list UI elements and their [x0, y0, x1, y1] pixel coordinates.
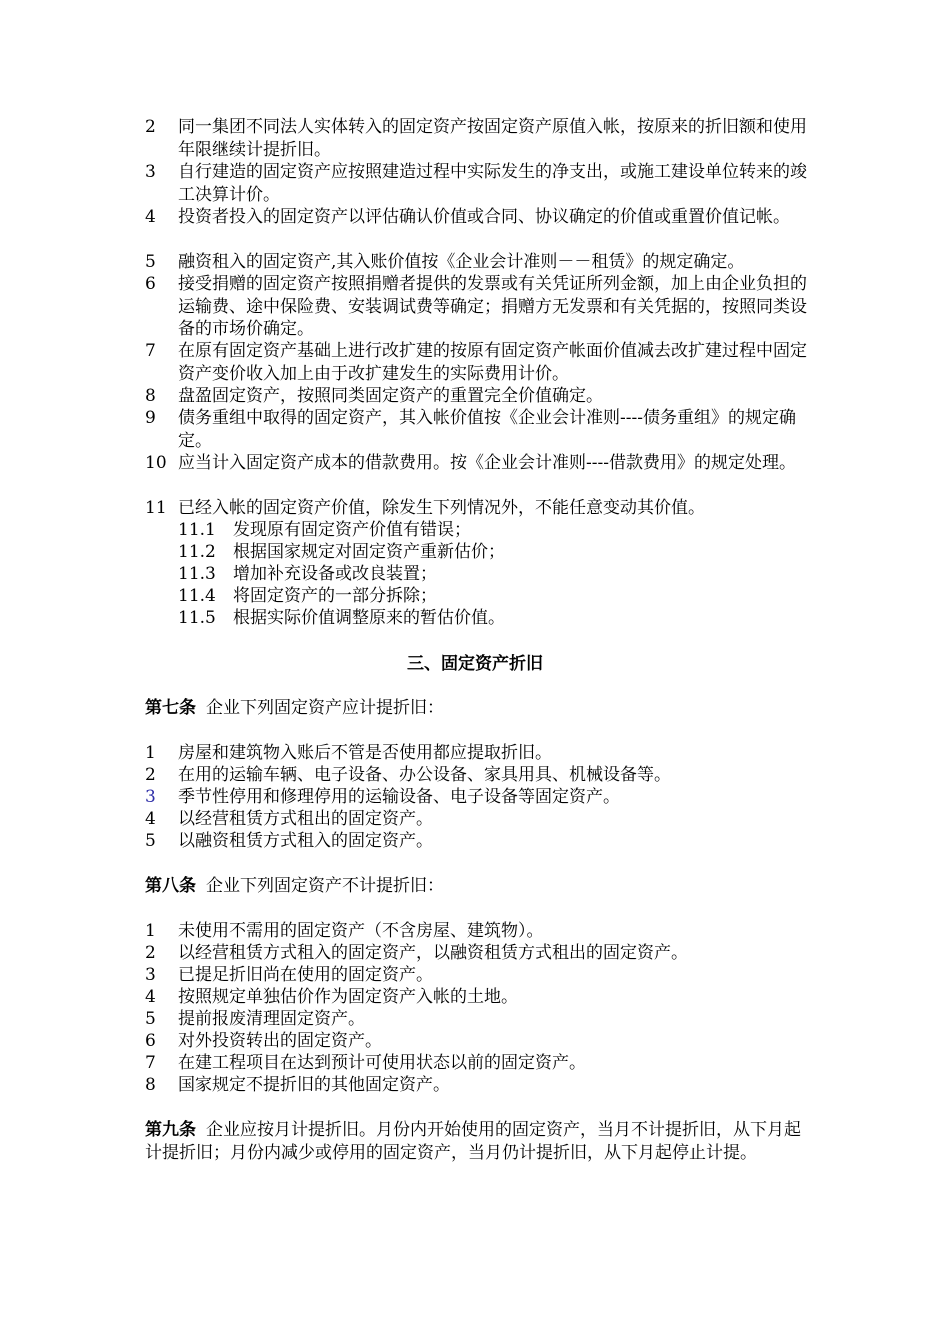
list-number: 7 — [145, 341, 156, 361]
list-text: 以经营租赁方式租入的固定资产，以融资租赁方式租出的固定资产。 — [178, 943, 688, 963]
list-text: 已提足折旧尚在使用的固定资产。 — [178, 965, 433, 985]
list-number: 5 — [145, 1009, 156, 1029]
sub-list-text: 根据实际价值调整原来的暂估价值。 — [233, 608, 505, 628]
sub-list-item — [178, 541, 505, 564]
list-text: 投资者投入的固定资产以评估确认价值或合同、协议确定的价值或重置价值记帐。 — [178, 207, 790, 227]
list-item — [145, 161, 815, 206]
list-text: 自行建造的固定资产应按照建造过程中实际发生的净支出，或施工建设单位转来的竣工决算计价。 — [178, 162, 807, 205]
sub-list-text: 根据国家规定对固定资产重新估价； — [233, 542, 505, 562]
list-item — [145, 497, 815, 520]
list-text: 在建工程项目在达到预计可使用状态以前的固定资产。 — [178, 1053, 586, 1073]
list-text: 房屋和建筑物入账后不管是否使用都应提取折旧。 — [178, 743, 552, 763]
list-item — [145, 986, 815, 1009]
sub-list-item — [178, 519, 471, 542]
sub-list-item — [178, 585, 437, 608]
article-label: 第七条 — [145, 698, 196, 718]
article-8 — [145, 875, 805, 898]
list-number: 4 — [145, 207, 156, 227]
list-number: 2 — [145, 765, 156, 785]
list-text: 按照规定单独估价作为固定资产入帐的土地。 — [178, 987, 518, 1007]
list-text: 接受捐赠的固定资产按照捐赠者提供的发票或有关凭证所列金额，加上由企业负担的运输费、途中保险费、安装调试费等确定；捐赠方无发票和有关凭据的，按照同类设备的市场价确定。 — [178, 274, 807, 339]
article-text: 企业应按月计提折旧。月份内开始使用的固定资产，当月不计提折旧，从下月起计提折旧；月份内减少或停用的固定资产，当月仍计提折旧，从下月起停止计提。 — [145, 1120, 801, 1163]
list-number: 5 — [145, 252, 156, 272]
list-number: 11 — [145, 498, 167, 518]
list-text: 在用的运输车辆、电子设备、办公设备、家具用具、机械设备等。 — [178, 765, 671, 785]
list-text: 以经营租赁方式租出的固定资产。 — [178, 809, 433, 829]
list-number: 1 — [145, 921, 156, 941]
list-item — [145, 942, 815, 965]
list-text: 未使用不需用的固定资产（不含房屋、建筑物）。 — [178, 921, 544, 941]
list-number: 5 — [145, 831, 156, 851]
article-label: 第九条 — [145, 1120, 196, 1140]
list-number: 4 — [145, 809, 156, 829]
list-item — [145, 407, 815, 452]
list-number: 10 — [145, 453, 167, 473]
sub-list-number: 11.2 — [178, 542, 216, 562]
list-text: 对外投资转出的固定资产。 — [178, 1031, 382, 1051]
sub-list-number: 11.5 — [178, 608, 216, 628]
sub-list-item — [178, 563, 437, 586]
list-item — [145, 742, 815, 765]
list-text: 在原有固定资产基础上进行改扩建的按原有固定资产帐面价值减去改扩建过程中固定资产变价收入加上由于改扩建发生的实际费用计价。 — [178, 341, 807, 384]
list-item — [145, 764, 815, 787]
list-number: 1 — [145, 743, 156, 763]
list-text: 已经入帐的固定资产价值，除发生下列情况外，不能任意变动其价值。 — [178, 498, 705, 518]
list-text: 以融资租赁方式租入的固定资产。 — [178, 831, 433, 851]
list-item — [145, 116, 815, 161]
list-item — [145, 1052, 815, 1075]
sub-list-number: 11.3 — [178, 564, 216, 584]
sub-list-text: 增加补充设备或改良装置； — [233, 564, 437, 584]
list-item — [145, 251, 815, 274]
list-text: 盘盈固定资产，按照同类固定资产的重置完全价值确定。 — [178, 386, 603, 406]
list-number: 3 — [145, 787, 156, 807]
list-number: 3 — [145, 162, 156, 182]
list-text: 债务重组中取得的固定资产，其入帐价值按《企业会计准则----债务重组》的规定确定。 — [178, 408, 796, 451]
list-item — [145, 206, 815, 229]
list-number: 7 — [145, 1053, 156, 1073]
sub-list-item — [178, 607, 505, 630]
list-number: 2 — [145, 943, 156, 963]
sub-list-text: 发现原有固定资产价值有错误； — [233, 520, 471, 540]
list-number: 8 — [145, 386, 156, 406]
list-number: 6 — [145, 1031, 156, 1051]
list-item — [145, 786, 815, 809]
sub-list-number: 11.4 — [178, 586, 216, 606]
list-text: 国家规定不提折旧的其他固定资产。 — [178, 1075, 450, 1095]
list-number: 2 — [145, 117, 156, 137]
list-text: 季节性停用和修理停用的运输设备、电子设备等固定资产。 — [178, 787, 620, 807]
list-item — [145, 452, 815, 475]
list-item — [145, 1030, 815, 1053]
list-number: 6 — [145, 274, 156, 294]
list-item — [145, 808, 815, 831]
list-text: 应当计入固定资产成本的借款费用。按《企业会计准则----借款费用》的规定处理。 — [178, 453, 796, 473]
sub-list-text: 将固定资产的一部分拆除； — [233, 586, 437, 606]
list-number: 8 — [145, 1075, 156, 1095]
article-text: 企业下列固定资产不计提折旧： — [206, 876, 444, 896]
list-item — [145, 273, 815, 341]
list-number: 4 — [145, 987, 156, 1007]
list-item — [145, 964, 815, 987]
article-7 — [145, 697, 805, 720]
list-number: 9 — [145, 408, 156, 428]
list-text: 提前报废清理固定资产。 — [178, 1009, 365, 1029]
list-text: 融资租入的固定资产,其入账价值按《企业会计准则－－租赁》的规定确定。 — [178, 252, 745, 272]
list-text: 同一集团不同法人实体转入的固定资产按固定资产原值入帐，按原来的折旧额和使用年限继续计提折旧。 — [178, 117, 807, 160]
article-9 — [145, 1119, 805, 1164]
list-item — [145, 1074, 815, 1097]
list-item — [145, 340, 815, 385]
list-number: 3 — [145, 965, 156, 985]
list-item — [145, 830, 815, 853]
article-text: 企业下列固定资产应计提折旧： — [206, 698, 444, 718]
list-item — [145, 385, 815, 408]
list-item — [145, 1008, 815, 1031]
sub-list-number: 11.1 — [178, 520, 216, 540]
article-label: 第八条 — [145, 876, 196, 896]
list-item — [145, 920, 815, 943]
section-title: 三、固定资产折旧 — [407, 654, 543, 674]
